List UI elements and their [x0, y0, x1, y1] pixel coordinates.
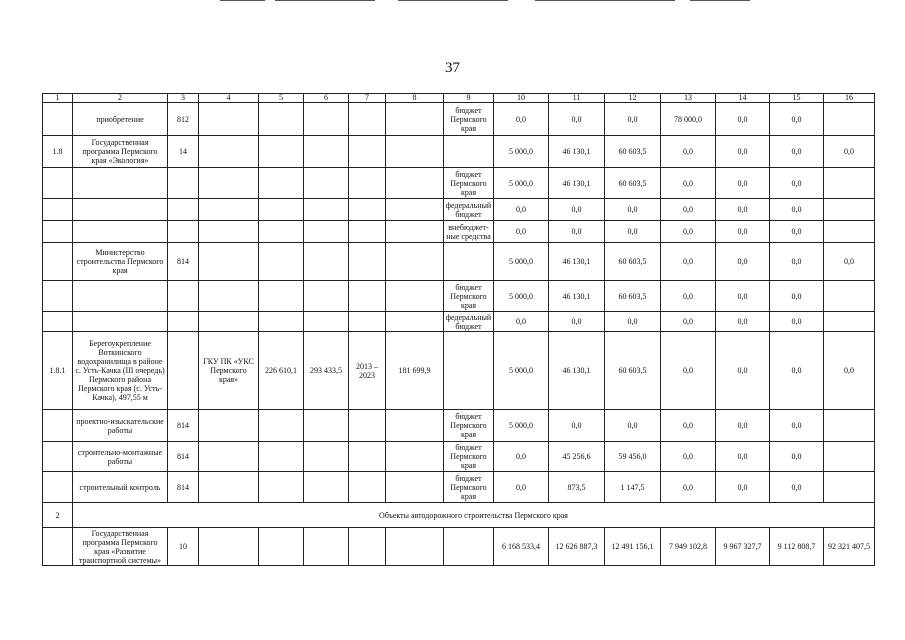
table-cell: Министерство строительства Пермского края	[73, 243, 168, 281]
table-header-row	[43, 94, 875, 103]
table-cell: 45 256,6	[549, 442, 605, 472]
table-cell	[444, 332, 494, 410]
table-cell	[259, 103, 304, 136]
table-cell	[386, 472, 444, 503]
table-row	[43, 410, 875, 442]
table-cell: 60 603,5	[605, 332, 661, 410]
table-cell	[349, 528, 386, 566]
table-cell	[349, 243, 386, 281]
section-number: 2	[43, 503, 73, 528]
table-cell: 60 603,5	[605, 136, 661, 168]
table-cell	[386, 281, 444, 312]
table-cell: 0,0	[661, 410, 716, 442]
section-row	[43, 503, 875, 528]
table-row	[43, 221, 875, 243]
table-cell	[43, 243, 73, 281]
table-cell: 226 610,1	[259, 332, 304, 410]
table-cell	[304, 136, 349, 168]
table-cell: 0,0	[605, 312, 661, 332]
table-cell	[43, 528, 73, 566]
table-cell: 0,0	[661, 136, 716, 168]
table-cell	[73, 199, 168, 221]
table-cell	[259, 442, 304, 472]
table-cell: 0,0	[494, 103, 549, 136]
table-cell	[386, 221, 444, 243]
table-cell	[444, 243, 494, 281]
table-cell: 9 967 327,7	[716, 528, 770, 566]
table-cell: 12 626 887,3	[549, 528, 605, 566]
table-cell: 46 130,1	[549, 281, 605, 312]
table-cell: 0,0	[770, 332, 824, 410]
column-header: 8	[386, 94, 444, 103]
table-cell	[304, 528, 349, 566]
table-cell	[386, 312, 444, 332]
table-cell: 0,0	[716, 442, 770, 472]
table-cell: ГКУ ПК «УКС Пермского края»	[199, 332, 259, 410]
table-cell	[199, 199, 259, 221]
table-cell: 814	[168, 410, 199, 442]
column-header: 2	[73, 94, 168, 103]
table-row	[43, 312, 875, 332]
table-cell: Берегоукрепление Воткинского водохранилища в районе с. Усть-Качка (III очередь) Пермского района Пермского края (с. Усть-Качка), 497,55 м	[73, 332, 168, 410]
table-cell: 0,0	[661, 472, 716, 503]
table-cell: 46 130,1	[549, 332, 605, 410]
table-cell	[824, 221, 875, 243]
table-cell: 0,0	[605, 199, 661, 221]
header-rule-4	[535, 0, 675, 1]
table-cell	[824, 199, 875, 221]
table-cell: 814	[168, 442, 199, 472]
table-cell	[349, 442, 386, 472]
table-cell	[259, 243, 304, 281]
table-cell	[43, 103, 73, 136]
table-row	[43, 243, 875, 281]
table-cell: 0,0	[716, 221, 770, 243]
table-cell: 0,0	[770, 410, 824, 442]
column-header: 11	[549, 94, 605, 103]
table-cell	[444, 528, 494, 566]
table-cell	[43, 442, 73, 472]
table-cell: 1 147,5	[605, 472, 661, 503]
table-cell: 814	[168, 472, 199, 503]
table-cell	[259, 136, 304, 168]
table-cell: 5 000,0	[494, 243, 549, 281]
table-cell: 0,0	[494, 199, 549, 221]
table-cell	[199, 472, 259, 503]
table-cell: 92 321 407,5	[824, 528, 875, 566]
table-cell	[73, 281, 168, 312]
table-cell	[386, 103, 444, 136]
table-cell	[259, 199, 304, 221]
table-cell	[304, 103, 349, 136]
column-header: 13	[661, 94, 716, 103]
table-cell	[168, 199, 199, 221]
table-cell: 814	[168, 243, 199, 281]
table-cell	[259, 281, 304, 312]
column-header: 16	[824, 94, 875, 103]
table-cell: 0,0	[661, 312, 716, 332]
table-cell: 12 491 156,1	[605, 528, 661, 566]
table-cell	[199, 168, 259, 199]
table-cell: 0,0	[661, 199, 716, 221]
column-header: 10	[494, 94, 549, 103]
column-header: 3	[168, 94, 199, 103]
table-cell: 0,0	[549, 221, 605, 243]
table-cell: бюджет Пермского края	[444, 472, 494, 503]
table-cell	[304, 199, 349, 221]
table-cell	[259, 528, 304, 566]
table-cell	[199, 243, 259, 281]
table-cell: 0,0	[494, 472, 549, 503]
table-cell	[386, 199, 444, 221]
table-cell	[824, 442, 875, 472]
table-cell	[199, 312, 259, 332]
table-cell	[349, 281, 386, 312]
table-cell	[168, 332, 199, 410]
table-cell: 0,0	[661, 332, 716, 410]
table-cell	[199, 221, 259, 243]
table-cell	[349, 103, 386, 136]
table-cell	[73, 221, 168, 243]
column-header: 6	[304, 94, 349, 103]
table-cell: 10	[168, 528, 199, 566]
table-cell	[386, 528, 444, 566]
table-cell: внебюджет-ные средства	[444, 221, 494, 243]
table-cell: бюджет Пермского края	[444, 103, 494, 136]
table-cell: 46 130,1	[549, 243, 605, 281]
table-cell: 9 112 808,7	[770, 528, 824, 566]
table-cell: 5 000,0	[494, 332, 549, 410]
table-cell: 5 000,0	[494, 168, 549, 199]
table-cell	[824, 281, 875, 312]
table-cell: 0,0	[661, 442, 716, 472]
table-cell: федеральный бюджет	[444, 312, 494, 332]
table-cell: 0,0	[661, 221, 716, 243]
table-cell: федеральный бюджет	[444, 199, 494, 221]
table-cell	[349, 136, 386, 168]
table-cell: 0,0	[605, 103, 661, 136]
table-cell: 0,0	[716, 136, 770, 168]
table-cell	[43, 168, 73, 199]
table-cell: 0,0	[716, 410, 770, 442]
table-cell: 0,0	[824, 243, 875, 281]
table-cell	[199, 528, 259, 566]
table-cell	[304, 312, 349, 332]
table-cell	[168, 312, 199, 332]
table-cell	[349, 221, 386, 243]
table-cell: 0,0	[824, 136, 875, 168]
table-cell: 2013 – 2023	[349, 332, 386, 410]
table-cell: бюджет Пермского края	[444, 442, 494, 472]
table-cell: бюджет Пермского края	[444, 281, 494, 312]
table-cell: 0,0	[494, 221, 549, 243]
table-cell	[304, 472, 349, 503]
table-cell: 0,0	[770, 221, 824, 243]
table-cell: приобретение	[73, 103, 168, 136]
table-cell: 0,0	[716, 199, 770, 221]
table-cell: 0,0	[770, 199, 824, 221]
table-cell: 59 456,0	[605, 442, 661, 472]
table-cell: бюджет Пермского края	[444, 168, 494, 199]
header-rule-5	[690, 0, 750, 1]
page-number: 37	[445, 60, 460, 76]
table-row	[43, 103, 875, 136]
header-rule-2	[275, 0, 375, 1]
table-cell	[168, 221, 199, 243]
table-cell	[824, 312, 875, 332]
table-cell: 6 168 533,4	[494, 528, 549, 566]
table-cell: 0,0	[549, 312, 605, 332]
table-cell	[386, 136, 444, 168]
column-header: 9	[444, 94, 494, 103]
table-cell: 293 433,5	[304, 332, 349, 410]
table-cell: 0,0	[770, 312, 824, 332]
table-cell: 14	[168, 136, 199, 168]
table-cell	[43, 281, 73, 312]
table-cell: 0,0	[605, 410, 661, 442]
table-cell: 0,0	[549, 410, 605, 442]
column-header: 5	[259, 94, 304, 103]
table-cell	[386, 442, 444, 472]
table-cell: 0,0	[770, 136, 824, 168]
table-cell: 46 130,1	[549, 136, 605, 168]
column-header: 7	[349, 94, 386, 103]
table-cell: 0,0	[661, 243, 716, 281]
table-cell: 0,0	[494, 442, 549, 472]
table-cell: строительно-монтажные работы	[73, 442, 168, 472]
table-cell	[259, 410, 304, 442]
table-cell	[824, 168, 875, 199]
table-cell: 0,0	[770, 281, 824, 312]
table-cell: 0,0	[661, 168, 716, 199]
table-cell: 5 000,0	[494, 136, 549, 168]
table-cell	[199, 281, 259, 312]
table-row	[43, 332, 875, 410]
table-cell	[824, 472, 875, 503]
table-cell	[349, 168, 386, 199]
section-title: Объекты автодорожного строительства Пермского края	[73, 503, 875, 528]
table-cell: проектно-изыскательские работы	[73, 410, 168, 442]
table-cell	[73, 168, 168, 199]
table-cell: бюджет Пермского края	[444, 410, 494, 442]
table-cell	[824, 410, 875, 442]
table-cell: 0,0	[770, 243, 824, 281]
table-cell: 0,0	[716, 472, 770, 503]
table-cell: 812	[168, 103, 199, 136]
table-cell	[304, 168, 349, 199]
table-row	[43, 199, 875, 221]
header-rule-1	[220, 0, 265, 1]
column-header: 15	[770, 94, 824, 103]
table-cell	[349, 312, 386, 332]
table-cell: 873,5	[549, 472, 605, 503]
table-row	[43, 472, 875, 503]
table-cell: 181 699,9	[386, 332, 444, 410]
budget-table	[42, 93, 875, 566]
table-cell	[304, 442, 349, 472]
table-cell: 1.8	[43, 136, 73, 168]
table-row	[43, 281, 875, 312]
table-cell: 60 603,5	[605, 281, 661, 312]
table-cell	[386, 410, 444, 442]
table-cell	[43, 410, 73, 442]
table-cell	[304, 281, 349, 312]
table-cell: 0,0	[549, 199, 605, 221]
table-cell: 46 130,1	[549, 168, 605, 199]
table-cell	[259, 312, 304, 332]
table-cell: 0,0	[770, 168, 824, 199]
table-cell	[824, 103, 875, 136]
table-cell: 0,0	[716, 312, 770, 332]
table-cell	[386, 168, 444, 199]
table-cell	[304, 221, 349, 243]
column-header: 12	[605, 94, 661, 103]
table-cell	[259, 472, 304, 503]
column-header: 14	[716, 94, 770, 103]
table-row	[43, 168, 875, 199]
table-cell: 60 603,5	[605, 243, 661, 281]
table-cell: 0,0	[716, 168, 770, 199]
table-cell: 5 000,0	[494, 410, 549, 442]
table-cell: 0,0	[824, 332, 875, 410]
table-cell	[304, 243, 349, 281]
table-cell	[43, 312, 73, 332]
table-cell	[168, 168, 199, 199]
table-cell	[349, 199, 386, 221]
table-cell	[73, 312, 168, 332]
table-cell: 0,0	[716, 281, 770, 312]
table-cell	[43, 199, 73, 221]
table-cell: 0,0	[661, 281, 716, 312]
table-cell	[349, 410, 386, 442]
table-cell: 0,0	[716, 103, 770, 136]
table-cell	[386, 243, 444, 281]
table-cell	[199, 442, 259, 472]
table-cell: 0,0	[716, 243, 770, 281]
table-cell	[259, 221, 304, 243]
table-cell	[168, 281, 199, 312]
table-cell: 7 949 102,8	[661, 528, 716, 566]
table-cell: строительный контроль	[73, 472, 168, 503]
column-header: 1	[43, 94, 73, 103]
table-cell: 0,0	[494, 312, 549, 332]
table-cell: 0,0	[770, 442, 824, 472]
table-cell	[199, 410, 259, 442]
table-cell	[349, 472, 386, 503]
table-cell: 0,0	[716, 332, 770, 410]
table-cell: 0,0	[549, 103, 605, 136]
table-cell: Государственная программа Пермского края «Экология»	[73, 136, 168, 168]
table-cell	[43, 472, 73, 503]
column-header: 4	[199, 94, 259, 103]
table-row	[43, 528, 875, 566]
table-cell	[304, 410, 349, 442]
table-cell	[259, 168, 304, 199]
table-cell	[43, 221, 73, 243]
table-cell	[199, 103, 259, 136]
table-cell: 5 000,0	[494, 281, 549, 312]
header-rule-3	[398, 0, 508, 1]
table-row	[43, 442, 875, 472]
table-cell: Государственная программа Пермского края «Развитие транспортной системы»	[73, 528, 168, 566]
table-cell	[444, 136, 494, 168]
table-cell: 0,0	[605, 221, 661, 243]
table-cell: 78 000,0	[661, 103, 716, 136]
table-cell: 0,0	[770, 103, 824, 136]
table-row	[43, 136, 875, 168]
table-cell: 1.8.1	[43, 332, 73, 410]
table-cell: 60 603,5	[605, 168, 661, 199]
table-cell: 0,0	[770, 472, 824, 503]
table-cell	[199, 136, 259, 168]
